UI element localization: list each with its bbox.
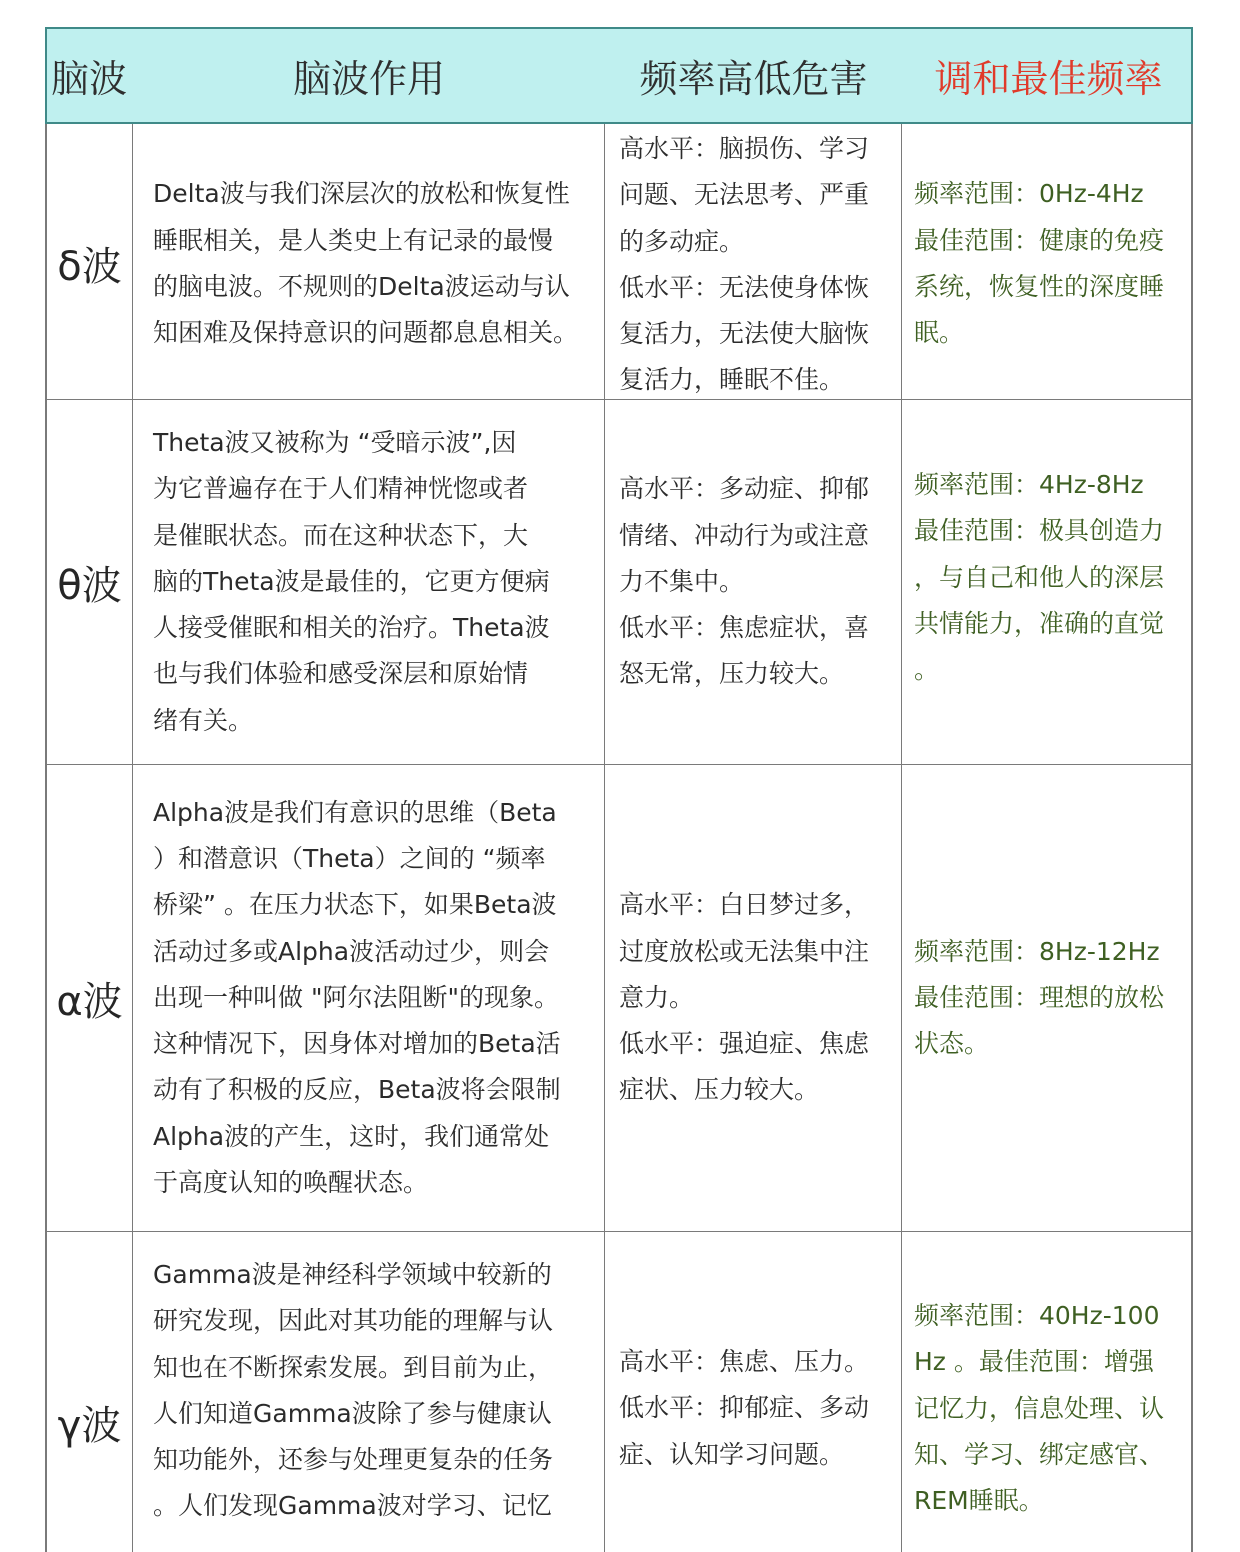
text-line: 低水平：抑郁症、多动 xyxy=(619,1393,870,1423)
text-line: 过度放松或无法集中注 xyxy=(619,936,870,966)
text-line: 也与我们体验和感受深层和原始情 xyxy=(153,659,529,689)
best-frequency-cell xyxy=(902,1232,1195,1552)
text-line: 知也在不断探索发展。到目前为止， xyxy=(153,1352,554,1382)
text-line: 复活力，无法使大脑恢 xyxy=(619,319,870,349)
text-line: 动有了积极的反应，Beta波将会限制 xyxy=(153,1075,561,1105)
text-line: Alpha波是我们有意识的思维（Beta xyxy=(153,797,557,827)
text-line: 频率范围：40Hz-100 xyxy=(914,1301,1160,1330)
text-line: REM睡眠。 xyxy=(914,1486,1044,1516)
text-line: 人接受催眠和相关的治疗。Theta波 xyxy=(153,613,550,643)
best-frequency-cell-text xyxy=(914,462,1164,693)
text-line: ）和潜意识（Theta）之间的 “频率 xyxy=(153,843,546,873)
text-line: 睡眠相关，是人类史上有记录的最慢 xyxy=(153,225,554,255)
best-frequency-cell-text xyxy=(914,171,1164,356)
text-line: ，与自己和他人的深层 xyxy=(914,562,1165,592)
function-cell xyxy=(133,400,605,764)
function-cell-text xyxy=(153,1252,553,1530)
header-harm: 频率高低危害 xyxy=(639,57,868,101)
text-line: Delta波与我们深层次的放松和恢复性 xyxy=(153,179,570,209)
harm-cell xyxy=(605,124,902,404)
header-wave: 脑波 xyxy=(51,57,128,101)
text-line: 频率范围：0Hz-4Hz xyxy=(914,179,1144,209)
wave-name-cell xyxy=(47,1232,133,1552)
function-cell-text xyxy=(153,420,550,744)
text-line: 怒无常，压力较大。 xyxy=(619,659,845,689)
text-line: 的多动症。 xyxy=(619,226,745,256)
best-frequency-cell xyxy=(902,400,1195,764)
text-line: 桥梁” 。在压力状态下，如果Beta波 xyxy=(153,890,557,920)
text-line: 高水平：脑损伤、学习 xyxy=(619,134,870,163)
text-line: 绪有关。 xyxy=(153,705,254,735)
function-cell xyxy=(133,765,605,1231)
harm-cell-text xyxy=(619,126,869,404)
table-row-alpha xyxy=(45,765,1193,1232)
text-line: 。人们发现Gamma波对学习、记忆 xyxy=(153,1491,552,1521)
text-line: 为它普遍存在于人们精神恍惚或者 xyxy=(153,474,529,504)
text-line: 症状、压力较大。 xyxy=(619,1075,820,1105)
best-frequency-cell-text xyxy=(914,1293,1164,1524)
text-line: 低水平：无法使身体恢 xyxy=(619,272,870,302)
text-line: 的脑电波。不规则的Delta波运动与认 xyxy=(153,271,570,301)
text-line: 症、认知学习问题。 xyxy=(619,1439,845,1469)
text-line: 频率范围：8Hz-12Hz xyxy=(914,936,1160,966)
text-line: 最佳范围：健康的免疫 xyxy=(914,225,1165,255)
function-cell-text xyxy=(153,171,578,356)
brainwave-table xyxy=(45,27,1193,1552)
harm-cell xyxy=(605,400,902,764)
harm-cell xyxy=(605,1232,902,1552)
text-line: 低水平：强迫症、焦虑 xyxy=(619,1029,870,1059)
text-line: 情绪、冲动行为或注意 xyxy=(619,520,870,550)
wave-name: θ波 xyxy=(57,562,122,609)
text-line: 。 xyxy=(914,655,940,685)
function-cell-text xyxy=(153,790,561,1207)
table-header xyxy=(45,27,1193,124)
harm-cell-text xyxy=(619,466,869,697)
text-line: Gamma波是神经科学领域中较新的 xyxy=(153,1260,552,1289)
text-line: 共情能力，准确的直觉 xyxy=(914,608,1165,638)
wave-name-cell xyxy=(47,124,133,404)
text-line: 知功能外，还参与处理更复杂的任务 xyxy=(153,1445,554,1475)
header-best-frequency: 调和最佳频率 xyxy=(934,57,1163,101)
table-row-theta xyxy=(45,400,1193,765)
harm-cell-text xyxy=(619,882,869,1113)
function-cell xyxy=(133,1232,605,1552)
text-line: 力不集中。 xyxy=(619,566,745,596)
wave-name-cell xyxy=(47,400,133,764)
text-line: 低水平：焦虑症状，喜 xyxy=(619,613,870,643)
best-frequency-cell xyxy=(902,765,1195,1231)
best-frequency-cell xyxy=(902,124,1195,404)
wave-name: α波 xyxy=(56,978,123,1025)
text-line: 系统，恢复性的深度睡 xyxy=(914,271,1165,301)
text-line: 最佳范围：极具创造力 xyxy=(914,516,1165,546)
text-line: 知、学习、绑定感官、 xyxy=(914,1439,1165,1469)
text-line: 复活力，睡眠不佳。 xyxy=(619,365,845,395)
text-line: Alpha波的产生，这时，我们通常处 xyxy=(153,1121,550,1151)
wave-name-cell xyxy=(47,765,133,1231)
text-line: 研究发现，因此对其功能的理解与认 xyxy=(153,1306,554,1336)
text-line: 记忆力，信息处理、认 xyxy=(914,1393,1165,1423)
text-line: Hz 。最佳范围：增强 xyxy=(914,1347,1154,1377)
text-line: 高水平：白日梦过多， xyxy=(619,890,870,920)
best-frequency-cell-text xyxy=(914,929,1164,1068)
text-line: 于高度认知的唤醒状态。 xyxy=(153,1168,429,1198)
text-line: 人们知道Gamma波除了参与健康认 xyxy=(153,1398,552,1428)
harm-cell-text xyxy=(619,1339,869,1478)
text-line: 问题、无法思考、严重 xyxy=(619,180,870,210)
wave-name: γ波 xyxy=(57,1403,122,1449)
wave-name: δ波 xyxy=(57,244,122,291)
function-cell xyxy=(133,124,605,404)
harm-cell xyxy=(605,765,902,1231)
text-line: 最佳范围：理想的放松 xyxy=(914,982,1165,1012)
text-line: 这种情况下，因身体对增加的Beta活 xyxy=(153,1029,561,1059)
text-line: 高水平：多动症、抑郁 xyxy=(619,474,870,504)
text-line: 意力。 xyxy=(619,982,695,1012)
table-row-gamma xyxy=(45,1232,1193,1552)
text-line: 知困难及保持意识的问题都息息相关。 xyxy=(153,318,579,348)
text-line: 出现一种叫做 "阿尔法阻断"的现象。 xyxy=(153,982,559,1012)
text-line: 是催眠状态。而在这种状态下，大 xyxy=(153,520,529,550)
text-line: 高水平：焦虑、压力。 xyxy=(619,1347,870,1376)
text-line: 状态。 xyxy=(914,1029,990,1059)
text-line: 脑的Theta波是最佳的，它更方便病 xyxy=(153,566,550,596)
table-row-delta xyxy=(45,124,1193,400)
text-line: 活动过多或Alpha波活动过少，则会 xyxy=(153,936,550,966)
text-line: 眠。 xyxy=(914,318,965,348)
text-line: Theta波又被称为 “受暗示波”,因 xyxy=(153,428,517,457)
header-function: 脑波作用 xyxy=(292,57,445,101)
text-line: 频率范围：4Hz-8Hz xyxy=(914,470,1144,499)
